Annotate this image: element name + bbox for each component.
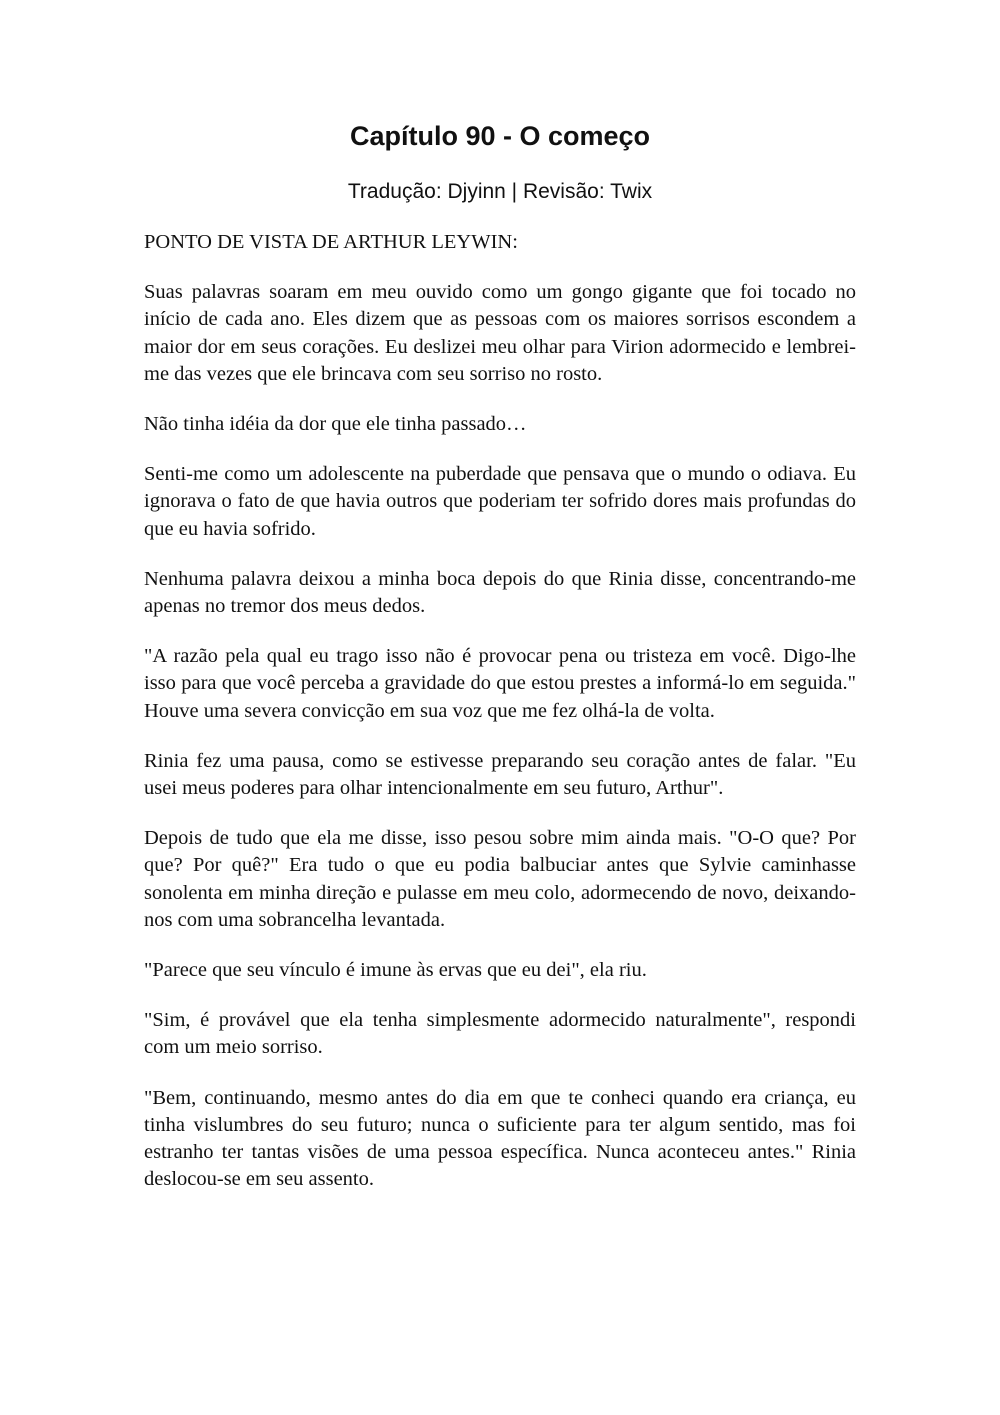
paragraph: "Sim, é provável que ela tenha simplesmente adormecido naturalmente", respondi com um meio sorriso. <box>144 1009 856 1059</box>
pov-heading: PONTO DE VISTA DE ARTHUR LEYWIN: <box>144 231 518 253</box>
paragraph: "Parece que seu vínculo é imune às ervas que eu dei", ela riu. <box>144 959 647 982</box>
paragraph: Não tinha idéia da dor que ele tinha passado… <box>144 413 527 436</box>
chapter-body <box>144 229 856 1216</box>
paragraph: Suas palavras soaram em meu ouvido como um gongo gigante que foi tocado no início de cada ano. Eles dizem que as pessoas com os maiores sorrisos escondem a maior dor em seus corações. Eu deslizei meu olhar para Virion adormecido e lembrei-me das vezes que ele brincava com seu sorriso no rosto. <box>144 281 856 385</box>
paragraph: Rinia fez uma pausa, como se estivesse preparando seu coração antes de falar. "Eu usei meus poderes para olhar intencionalmente em seu futuro, Arthur". <box>144 749 856 800</box>
paragraph: Senti-me como um adolescente na puberdade que pensava que o mundo o odiava. Eu ignorava o fato de que havia outros que poderiam ter sofrido dores mais profundas do que eu havia sofrido. <box>144 463 856 540</box>
paragraph: Nenhuma palavra deixou a minha boca depois do que Rinia disse, concentrando-me apenas no tremor dos meus dedos. <box>144 567 856 618</box>
translation-credits: Tradução: Djyinn | Revisão: Twix <box>347 180 653 203</box>
paragraph: "Bem, continuando, mesmo antes do dia em que te conheci quando era criança, eu tinha vislumbres do seu futuro; nunca o suficiente para ter algum sentido, mas foi estranho ter tantas visões de uma pessoa específica. Nunca aconteceu antes." Rinia deslocou-se em seu assento. <box>144 1086 856 1191</box>
paragraph: Depois de tudo que ela me disse, isso pesou sobre mim ainda mais. "O-O que? Por que? Por quê?" Era tudo o que eu podia balbuciar antes que Sylvie caminhasse sonolenta em minha direção e pulasse em meu colo, adormecendo de novo, deixando-nos com uma sobrancelha levantada. <box>144 827 856 931</box>
paragraph: "A razão pela qual eu trago isso não é provocar pena ou tristeza em você. Digo-lhe isso para que você perceba a gravidade do que estou prestes a informá-lo em seguida." Houve uma severa convicção em sua voz que me fez olhá-la de volta. <box>144 645 856 722</box>
chapter-title: Capítulo 90 - O começo <box>349 121 651 151</box>
